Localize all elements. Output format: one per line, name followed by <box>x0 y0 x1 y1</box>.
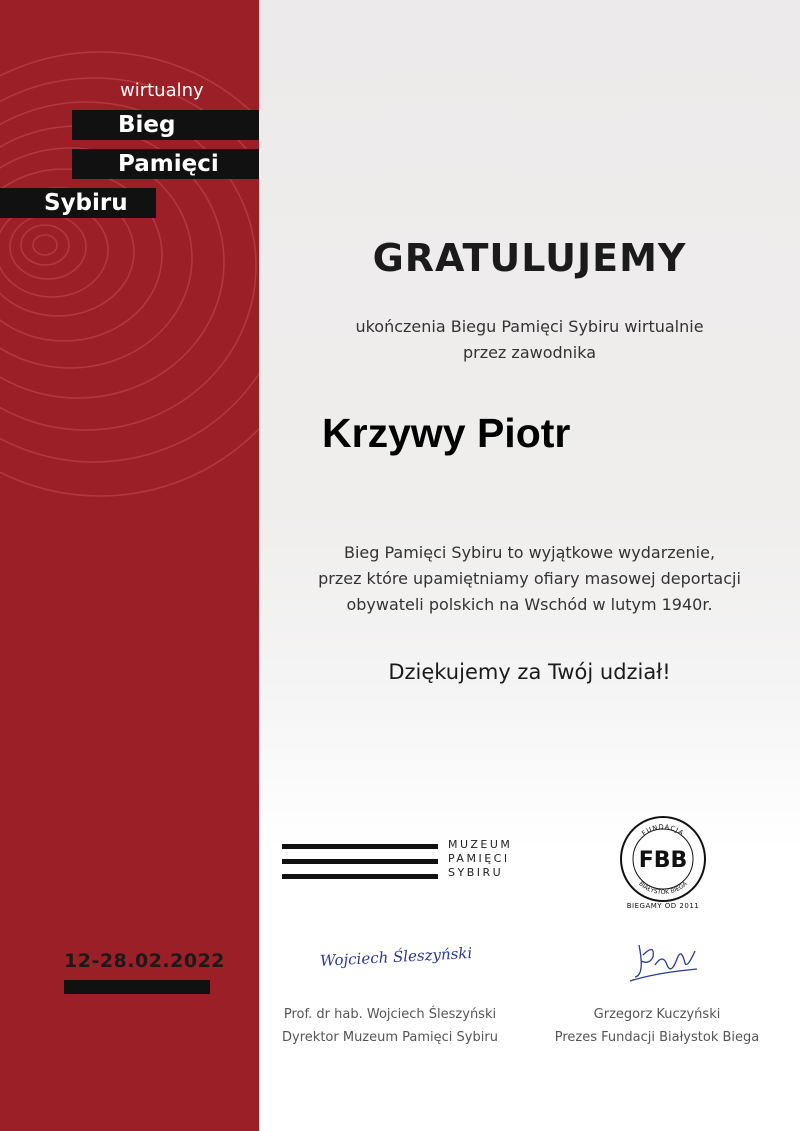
museum-logo-stripe <box>282 859 438 864</box>
foundation-logo <box>618 814 708 914</box>
signatory-name: Grzegorz Kuczyński <box>593 1007 721 1022</box>
logo-word-wirtualny: wirtualny <box>120 80 204 101</box>
foundation-tagline: BIEGAMY OD 2011 <box>626 902 700 910</box>
signature-right <box>625 935 705 985</box>
logo-word-bieg: Bieg <box>118 112 176 138</box>
signatory-left <box>260 1003 520 1049</box>
date-underline-bar <box>64 980 210 994</box>
logo-word-sybiru: Sybiru <box>44 190 128 216</box>
foundation-ring-top: FUNDACJA <box>640 822 686 838</box>
signatory-right <box>527 1003 787 1049</box>
museum-logo-line: PAMIĘCI <box>448 852 510 865</box>
signatory-role: Prezes Fundacji Białystok Biega <box>554 1030 760 1045</box>
signature-right-text: Kuczyński <box>625 935 630 936</box>
tree-rings-decoration <box>0 0 259 520</box>
signature-script: Wojciech Śleszyński <box>319 943 473 970</box>
museum-logo-line: SYBIRU <box>448 866 504 879</box>
event-dates: 12-28.02.2022 <box>64 950 226 972</box>
museum-logo-stripe <box>282 874 438 879</box>
foundation-ring-bottom: BIAŁYSTOK BIEGA <box>637 880 689 897</box>
participant-name: Krzywy Piotr <box>322 410 571 456</box>
intro-line: przez zawodnika <box>462 343 597 362</box>
red-sidebar <box>0 0 259 1131</box>
museum-logo-text <box>448 838 512 880</box>
foundation-initials: FBB <box>638 848 688 873</box>
signature-left <box>319 943 473 988</box>
event-description <box>259 540 800 618</box>
logo-word-pamieci: Pamięci <box>118 151 219 177</box>
foundation-badge <box>618 814 708 904</box>
description-line: obywateli polskich na Wschód w lutym 1940r. <box>346 595 713 614</box>
thanks-message: Dziękujemy za Twój udział! <box>388 660 671 684</box>
signatory-role: Dyrektor Muzeum Pamięci Sybiru <box>282 1030 498 1045</box>
museum-logo-stripe <box>282 844 438 849</box>
intro-text <box>259 314 800 366</box>
headline: GRATULUJEMY <box>372 236 687 280</box>
signatory-name: Prof. dr hab. Wojciech Śleszyński <box>283 1007 497 1022</box>
museum-logo-line: MUZEUM <box>448 838 513 851</box>
description-line: przez które upamiętniamy ofiary masowej deportacji <box>318 569 741 588</box>
description-line: Bieg Pamięci Sybiru to wyjątkowe wydarzenie, <box>343 543 716 562</box>
intro-line: ukończenia Biegu Pamięci Sybiru wirtualnie <box>355 317 704 336</box>
museum-logo <box>282 838 532 888</box>
